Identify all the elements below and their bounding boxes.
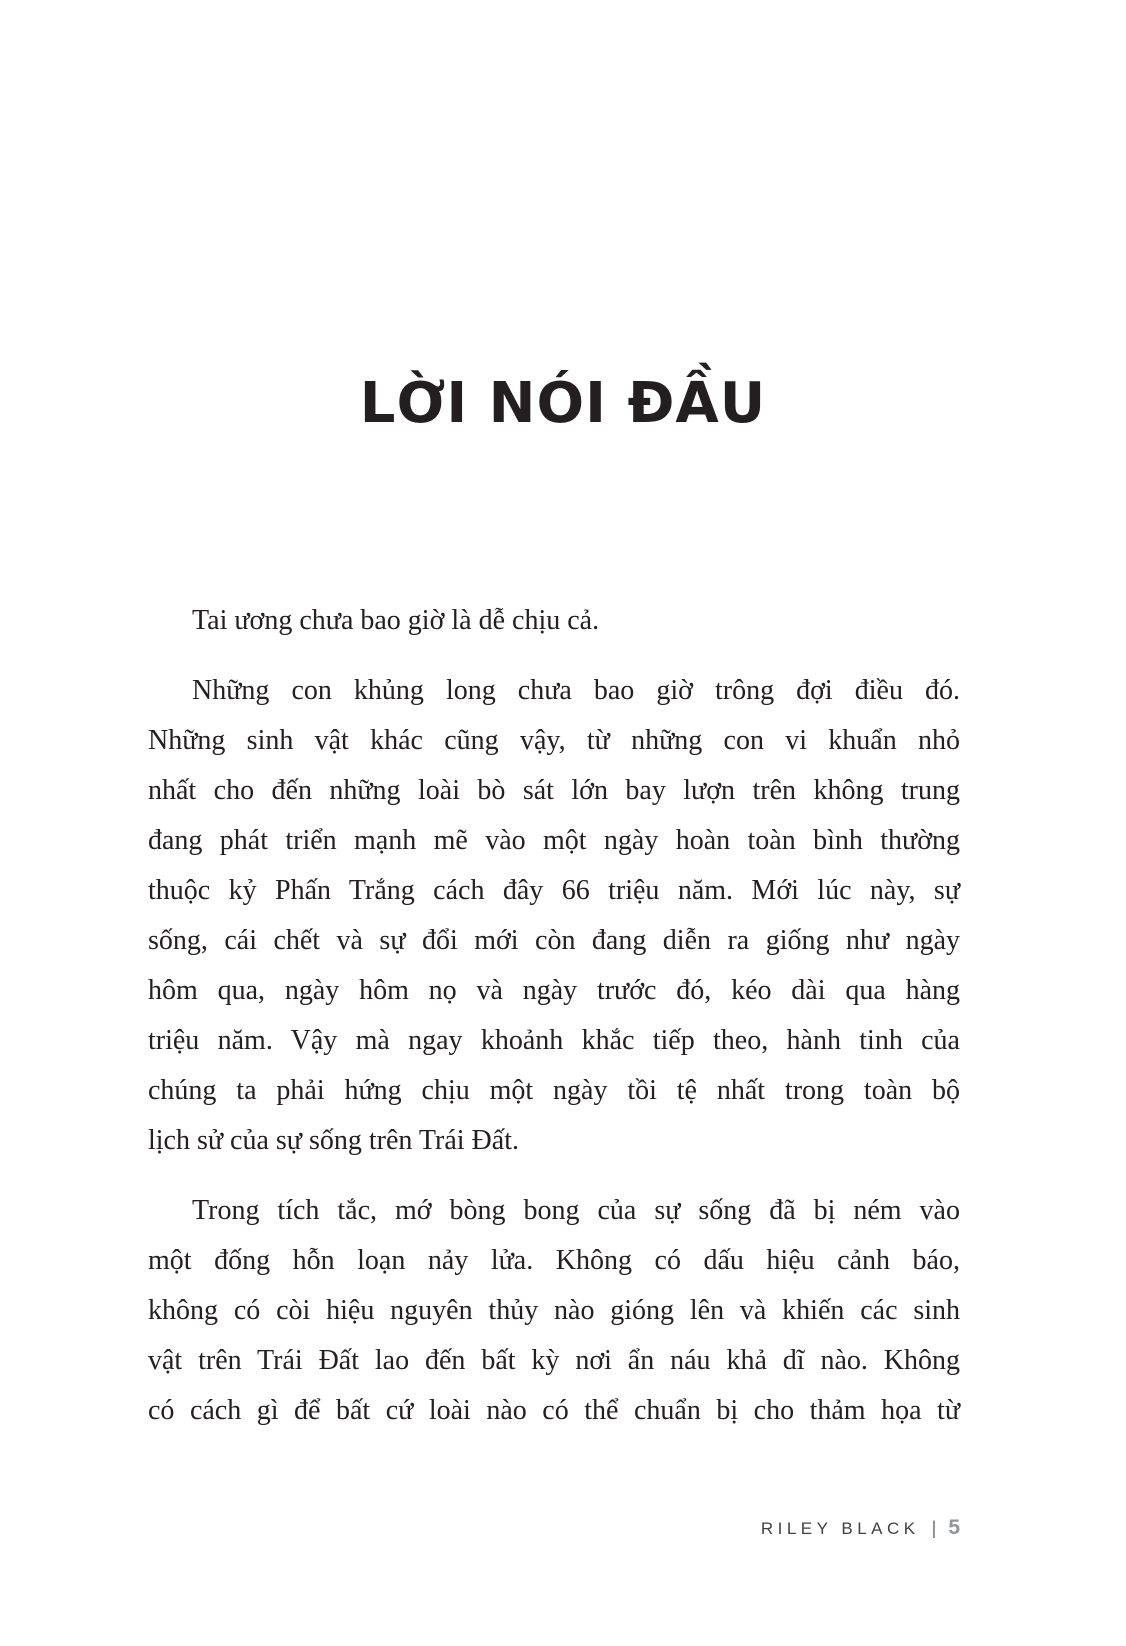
text-line: Những con khủng long chưa bao giờ trông đợi điều đó. bbox=[192, 675, 960, 706]
page-footer bbox=[761, 1516, 960, 1540]
body-text bbox=[148, 596, 960, 1456]
text-line: Những sinh vật khác cũng vậy, từ những con vi khuẩn nhỏ bbox=[148, 725, 960, 756]
paragraph bbox=[148, 666, 960, 1166]
text-line: hôm qua, ngày hôm nọ và ngày trước đó, kéo dài qua hàng bbox=[148, 975, 960, 1006]
text-line: Tai ương chưa bao giờ là dễ chịu cả. bbox=[192, 605, 600, 636]
footer-separator: | bbox=[931, 1518, 937, 1538]
footer-author: RILEY BLACK bbox=[760, 1519, 920, 1538]
text-line: sống, cái chết và sự đổi mới còn đang diễn ra giống như ngày bbox=[148, 925, 960, 956]
text-line: đang phát triển mạnh mẽ vào một ngày hoàn toàn bình thường bbox=[148, 825, 960, 856]
text-line: có cách gì để bất cứ loài nào có thể chuẩn bị cho thảm họa từ bbox=[148, 1395, 960, 1426]
text-line: vật trên Trái Đất lao đến bất kỳ nơi ẩn náu khả dĩ nào. Không bbox=[148, 1345, 960, 1376]
text-line: chúng ta phải hứng chịu một ngày tồi tệ nhất trong toàn bộ bbox=[148, 1075, 960, 1106]
text-line: Trong tích tắc, mớ bòng bong của sự sống đã bị ném vào bbox=[192, 1195, 960, 1226]
chapter-title: LỜI NÓI ĐẦU bbox=[359, 371, 767, 436]
footer-page-number: 5 bbox=[948, 1516, 960, 1539]
text-line: nhất cho đến những loài bò sát lớn bay lượn trên không trung bbox=[148, 775, 960, 806]
text-line: triệu năm. Vậy mà ngay khoảnh khắc tiếp theo, hành tinh của bbox=[148, 1025, 960, 1056]
text-line: lịch sử của sự sống trên Trái Đất. bbox=[148, 1125, 519, 1156]
text-line: thuộc kỷ Phấn Trắng cách đây 66 triệu năm. Mới lúc này, sự bbox=[148, 875, 960, 906]
paragraph bbox=[148, 596, 960, 646]
text-line: không có còi hiệu nguyên thủy nào gióng lên và khiến các sinh bbox=[148, 1295, 960, 1326]
text-line: một đống hỗn loạn nảy lửa. Không có dấu hiệu cảnh báo, bbox=[148, 1245, 960, 1276]
paragraph bbox=[148, 1186, 960, 1436]
